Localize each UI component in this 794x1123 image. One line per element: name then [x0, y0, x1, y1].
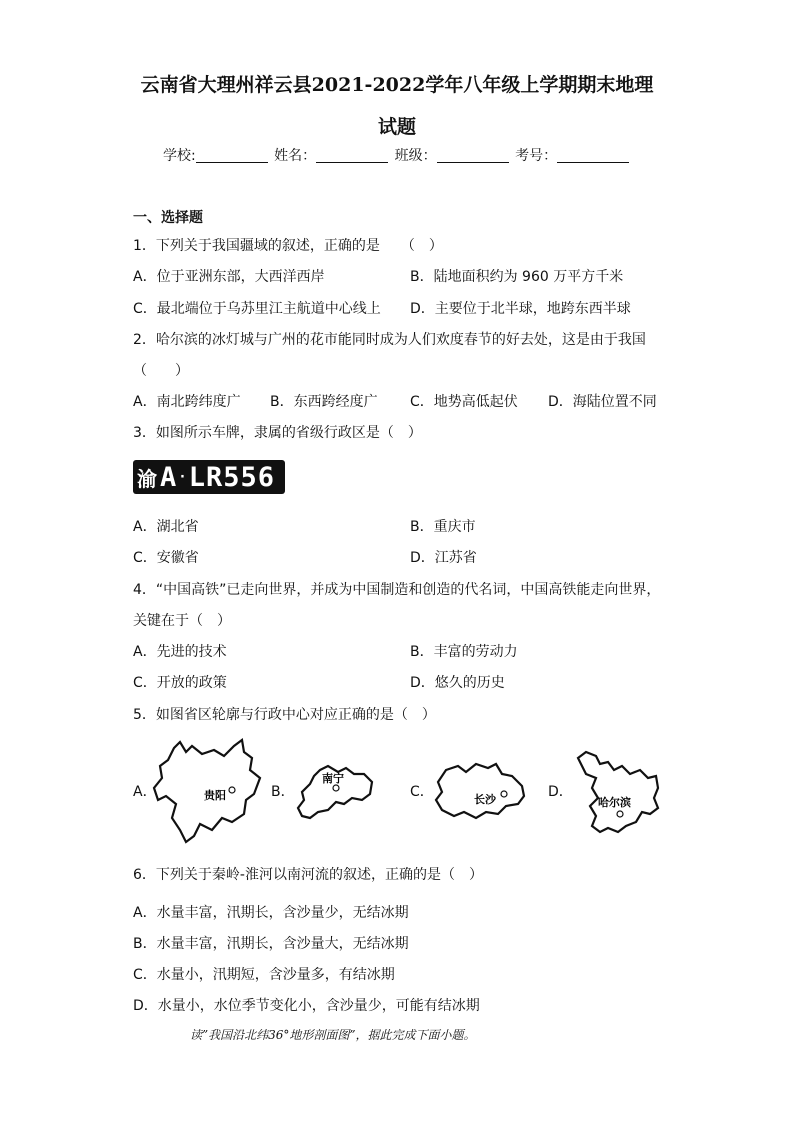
q3-option-d[interactable]: D．江苏省 [410, 550, 477, 566]
province-map-d [570, 748, 662, 834]
q6-option-c[interactable]: C．水量小，汛期短，含沙量多，有结冰期 [133, 967, 395, 983]
q3-option-c[interactable]: C．安徽省 [133, 550, 199, 566]
q5-option-d[interactable]: D． [548, 784, 573, 800]
next-question-intro: 读”我国沿北纬36°地形剖面图”，据此完成下面小题。 [190, 1028, 476, 1042]
province-map-c [432, 760, 528, 824]
name-blank[interactable] [316, 148, 388, 163]
city-label-a: 贵阳 [204, 789, 226, 802]
q6-option-d[interactable]: D．水量小，水位季节变化小，含沙量少，可能有结冰期 [133, 998, 480, 1014]
section-heading: 一、选择题 [133, 210, 203, 226]
city-marker [617, 811, 623, 817]
city-label-b: 南宁 [322, 772, 344, 785]
q1-option-c[interactable]: C．最北端位于乌苏里江主航道中心线上 [133, 301, 381, 317]
q1-option-b[interactable]: B．陆地面积约为 960 万平方千米 [410, 269, 624, 285]
school-label: 学校: [163, 148, 196, 164]
q2-option-b[interactable]: B．东西跨经度广 [270, 394, 378, 410]
q3-option-b[interactable]: B．重庆市 [410, 519, 476, 535]
q5-option-a[interactable]: A． [133, 784, 157, 800]
plate-dot: · [178, 469, 188, 485]
q2-option-d[interactable]: D．海陆位置不同 [548, 394, 657, 410]
school-blank[interactable] [196, 148, 268, 163]
page-title: 云南省大理州祥云县2021-2022学年八年级上学期期末地理 [140, 74, 654, 96]
city-label-d: 哈尔滨 [598, 796, 631, 809]
q4-option-b[interactable]: B．丰富的劳动力 [410, 644, 518, 660]
q6-option-a[interactable]: A．水量丰富，汛期长，含沙量少，无结冰期 [133, 905, 409, 921]
q2-stem-bracket: （ ） [133, 363, 189, 379]
license-plate-image [133, 460, 285, 494]
q3-option-a[interactable]: A．湖北省 [133, 519, 199, 535]
q5-option-c[interactable]: C． [410, 784, 434, 800]
plate-code: LR556 [188, 461, 275, 493]
q1-option-a[interactable]: A．位于亚洲东部，大西洋西岸 [133, 269, 325, 285]
class-label: 班级： [394, 148, 437, 164]
q1-stem: 1．下列关于我国疆域的叙述，正确的是 （ ） [133, 238, 443, 254]
city-marker [229, 787, 235, 793]
number-blank[interactable] [557, 148, 629, 163]
q6-stem: 6．下列关于秦岭-淮河以南河流的叙述，正确的是（ ） [133, 867, 483, 883]
q5-stem: 5．如图省区轮廓与行政中心对应正确的是（ ） [133, 707, 436, 723]
city-marker [333, 785, 339, 791]
q4-option-d[interactable]: D．悠久的历史 [410, 675, 505, 691]
student-info-row [163, 145, 631, 165]
class-blank[interactable] [437, 148, 509, 163]
number-label: 考号： [515, 148, 558, 164]
q2-option-c[interactable]: C．地势高低起伏 [410, 394, 518, 410]
name-label: 姓名： [274, 148, 317, 164]
city-marker [501, 791, 507, 797]
plate-letter: A [160, 461, 178, 493]
q4-option-a[interactable]: A．先进的技术 [133, 644, 227, 660]
page-title-line2: 试题 [377, 116, 416, 138]
q4-stem-cont: 关键在于（ ） [133, 613, 231, 629]
q4-stem: 4．“中国高铁”已走向世界，并成为中国制造和创造的代名词，中国高铁能走向世界， [133, 582, 661, 598]
province-map-b [292, 764, 376, 824]
q2-stem: 2．哈尔滨的冰灯城与广州的花市能同时成为人们欢度春节的好去处，这是由于我国 [133, 332, 646, 348]
q4-option-c[interactable]: C．开放的政策 [133, 675, 227, 691]
q1-option-d[interactable]: D．主要位于北半球，地跨东西半球 [410, 301, 631, 317]
province-map-a [152, 738, 264, 846]
q6-option-b[interactable]: B．水量丰富，汛期长，含沙量大，无结冰期 [133, 936, 409, 952]
q5-option-b[interactable]: B． [271, 784, 295, 800]
q3-stem: 3．如图所示车牌，隶属的省级行政区是（ ） [133, 425, 422, 441]
q2-option-a[interactable]: A．南北跨纬度广 [133, 394, 241, 410]
plate-prefix: 渝 [137, 466, 158, 491]
city-label-c: 长沙 [474, 793, 496, 806]
